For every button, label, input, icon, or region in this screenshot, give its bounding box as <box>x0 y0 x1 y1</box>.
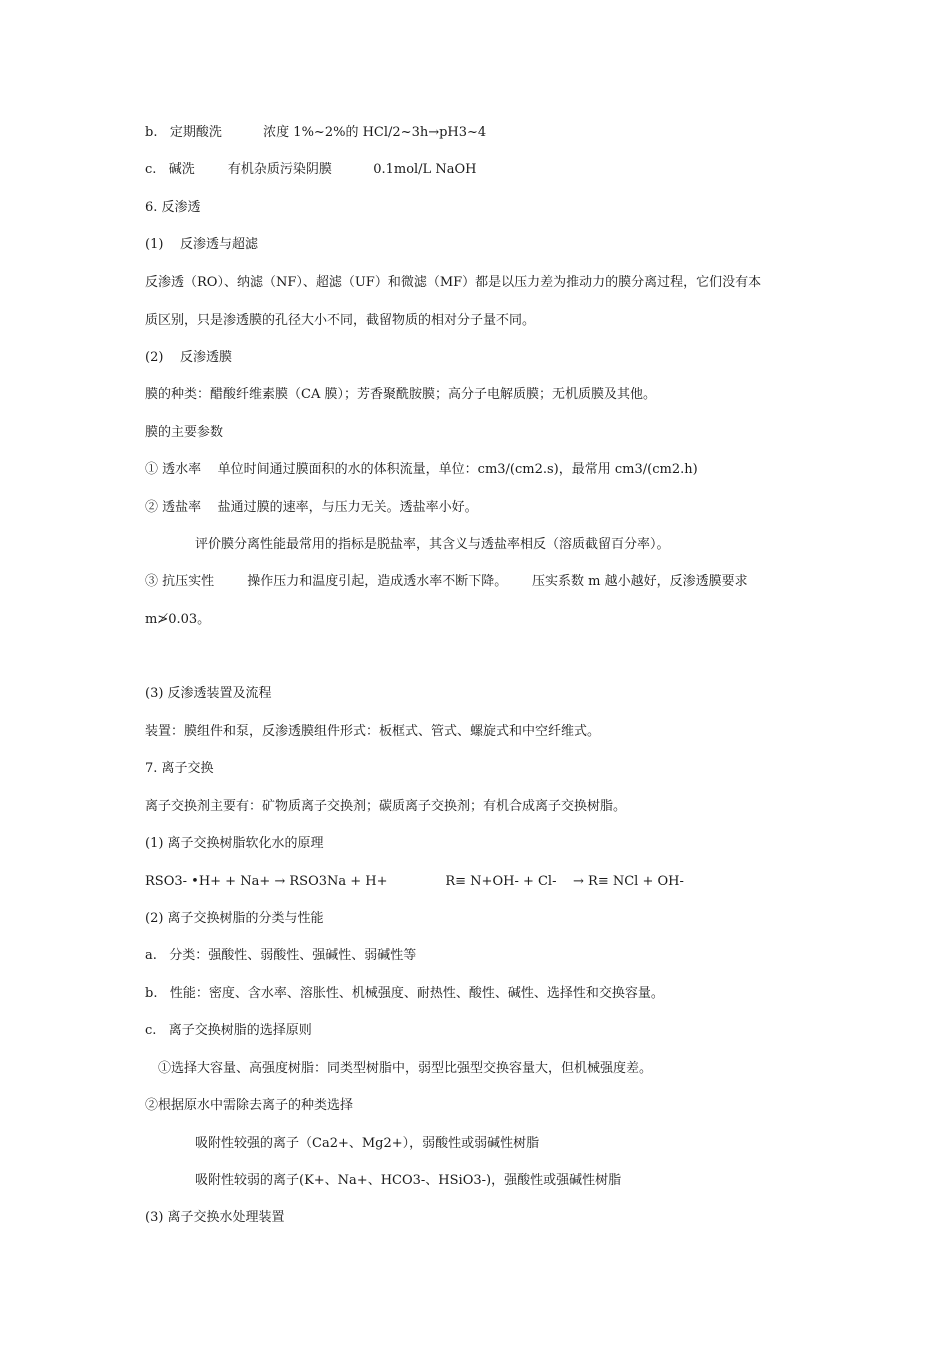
section-heading-ion-exchange: 7. 离子交换 <box>145 761 214 776</box>
weak-adsorption-ions: 吸附性较弱的离子(K+、Na+、HCO3-、HSiO3-)，强酸性或强碱性树脂 <box>195 1173 622 1188</box>
subheading-ro-and-uf: (1) 反渗透与超滤 <box>145 237 258 252</box>
membrane-params-heading: 膜的主要参数 <box>145 425 224 440</box>
subheading-ro-device: (3) 反渗透装置及流程 <box>145 686 272 701</box>
subheading-classification: (2) 离子交换树脂的分类与性能 <box>145 911 324 926</box>
subheading-ro-membrane: (2) 反渗透膜 <box>145 350 232 365</box>
desalination-note: 评价膜分离性能最常用的指标是脱盐率，其含义与透盐率相反（溶质截留百分率）。 <box>195 537 670 552</box>
alkali-wash-line: c. 碱洗 有机杂质污染阴膜 0.1mol/L NaOH <box>145 162 477 177</box>
param-compaction: ③ 抗压实性 操作压力和温度引起，造成透水率不断下降。 压实系数 m 越小越好，反渗透膜要求 <box>145 574 748 589</box>
reaction-equations: RSO3- •H+ + Na+ → RSO3Na + H+ R≡ N+OH- + Cl- → R≡ NCl + OH- <box>145 874 684 889</box>
membrane-types-line: 膜的种类：醋酸纤维素膜（CA 膜）；芳香聚酰胺膜；高分子电解质膜；无机质膜及其他。 <box>145 387 656 402</box>
section-heading-reverse-osmosis: 6. 反渗透 <box>145 200 201 215</box>
subheading-softening-principle: (1) 离子交换树脂软化水的原理 <box>145 836 324 851</box>
compaction-value: m≯0.03。 <box>145 612 211 627</box>
selection-principle-1: ①选择大容量、高强度树脂：同类型树脂中，弱型比强型交换容量大，但机械强度差。 <box>158 1061 653 1076</box>
exchanger-types-line: 离子交换剂主要有：矿物质离子交换剂；碳质离子交换剂；有机合成离子交换树脂。 <box>145 799 627 814</box>
properties-line: b. 性能：密度、含水率、溶胀性、机械强度、耐热性、酸性、碱性、选择性和交换容量。 <box>145 986 664 1001</box>
selection-principle-heading: c. 离子交换树脂的选择原则 <box>145 1023 312 1038</box>
param-water-flux: ① 透水率 单位时间通过膜面积的水的体积流量，单位：cm3/(cm2.s)，最常用 cm3/(cm2.h) <box>145 462 698 477</box>
subheading-ion-exchange-device: (3) 离子交换水处理装置 <box>145 1210 285 1225</box>
device-line: 装置：膜组件和泵，反渗透膜组件形式：板框式、管式、螺旋式和中空纤维式。 <box>145 724 601 739</box>
classification-line: a. 分类：强酸性、弱酸性、强碱性、弱碱性等 <box>145 948 417 963</box>
param-salt-passage: ② 透盐率 盐通过膜的速率，与压力无关。透盐率小好。 <box>145 500 478 515</box>
paragraph-line: 反渗透（RO）、纳滤（NF）、超滤（UF）和微滤（MF）都是以压力差为推动力的膜分离过程，它们没有本 <box>145 275 762 290</box>
strong-adsorption-ions: 吸附性较强的离子（Ca2+、Mg2+），弱酸性或弱碱性树脂 <box>195 1136 540 1151</box>
selection-principle-2: ②根据原水中需除去离子的种类选择 <box>145 1098 354 1113</box>
paragraph-line: 质区别，只是渗透膜的孔径大小不同，截留物质的相对分子量不同。 <box>145 313 536 328</box>
acid-wash-line: b. 定期酸洗 浓度 1%~2%的 HCl/2~3h→pH3~4 <box>145 125 487 140</box>
